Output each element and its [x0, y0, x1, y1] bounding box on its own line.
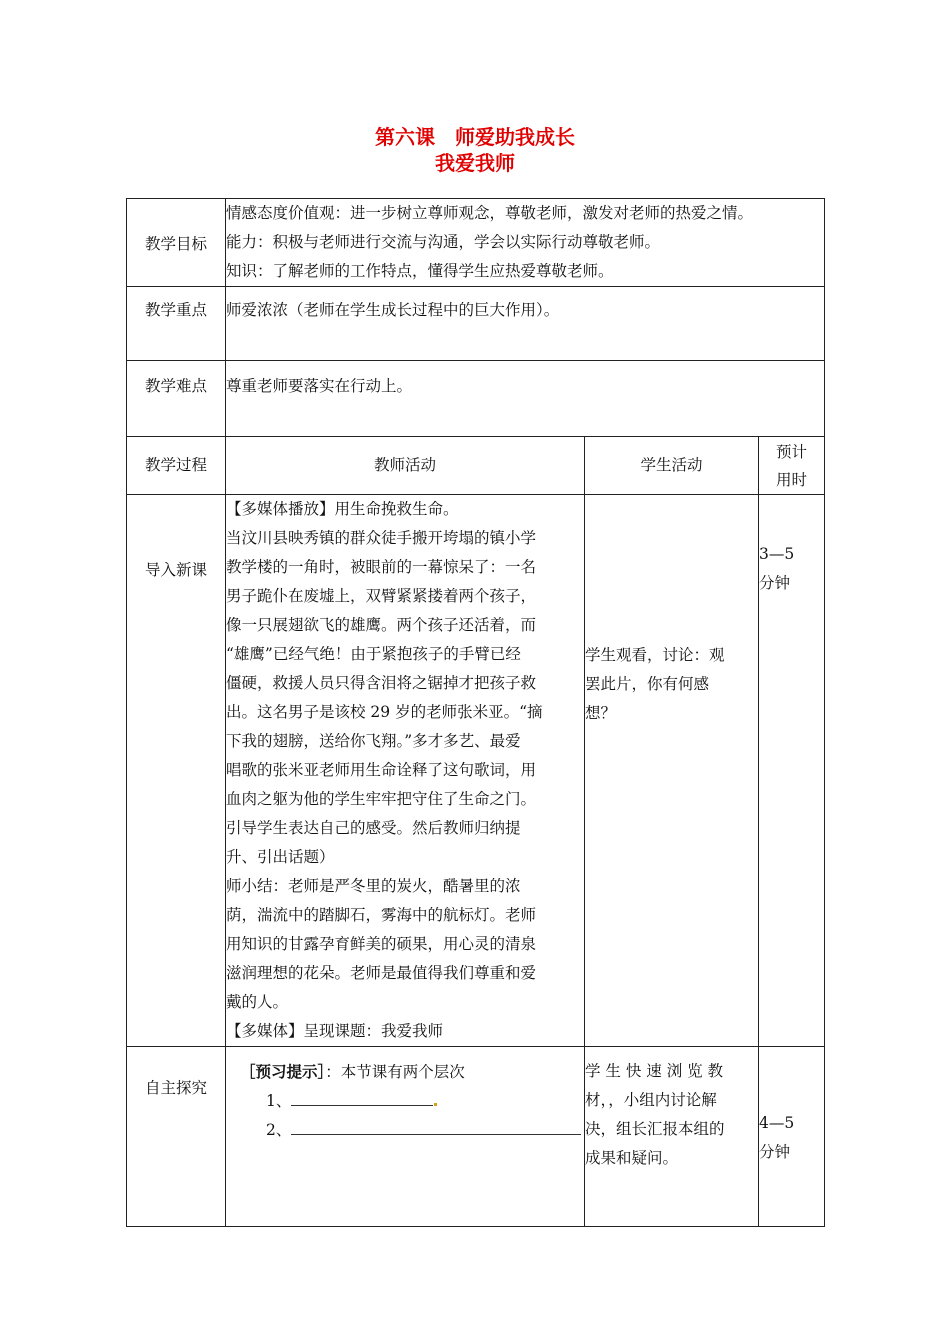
intro-teacher-activity: [226, 495, 585, 1047]
intro-line: 男子跪仆在废墟上，双臂紧紧搂着两个孩子，: [226, 587, 537, 605]
intro-line: 僵硬，救援人员只得含泪将之锯掉才把孩子救: [226, 674, 537, 692]
preview-item-2: 2、: [240, 1116, 584, 1145]
intro-line: 【多媒体】呈现课题：我爱我师: [226, 1022, 444, 1040]
goals-content: [226, 199, 825, 287]
intro-line: “雄鹰”已经气绝！由于紧抱孩子的手臂已经: [226, 645, 521, 663]
explore-row: [127, 1047, 825, 1227]
goal-ability: 能力：积极与老师进行交流与沟通，学会以实际行动尊敬老师。: [226, 233, 661, 251]
student-activity-header: 学生活动: [585, 437, 759, 495]
lesson-subtitle: 我爱我师: [435, 151, 515, 175]
intro-line: 用知识的甘露孕育鲜美的硕果，用心灵的清泉: [226, 935, 537, 953]
intro-line: 戴的人。: [226, 993, 289, 1011]
intro-line: 像一只展翅欲飞的雄鹰。两个孩子还活着，而: [226, 616, 537, 634]
preview-tip: ［预习提示］：本节课有两个层次: [240, 1062, 465, 1081]
explore-student-activity: 学 生 快 速 浏 览 教 材，，小组内讨论解 决，组长汇报本组的 成果和疑问。: [585, 1047, 759, 1227]
process-header-row: [127, 437, 825, 495]
explore-teacher-activity: [226, 1047, 585, 1227]
answer-blank-2[interactable]: [291, 1118, 581, 1135]
intro-line: 教学楼的一角时，被眼前的一幕惊呆了：一名: [226, 558, 537, 576]
intro-line: 滋润理想的花朵。老师是最值得我们尊重和爱: [226, 964, 537, 982]
answer-blank-1[interactable]: [291, 1089, 433, 1106]
intro-line: 当汶川县映秀镇的群众徒手搬开垮塌的镇小学: [226, 529, 537, 547]
time-header: 预计 用时: [759, 437, 825, 495]
lesson-plan-table: [126, 198, 825, 1227]
intro-line: 唱歌的张米亚老师用生命诠释了这句歌词，用: [226, 761, 537, 779]
explore-label: 自主探究: [127, 1047, 226, 1227]
intro-time: 3—5 分钟: [759, 495, 825, 1047]
lesson-title: [0, 124, 950, 150]
lesson-number: 第六课: [375, 125, 435, 149]
difficulty-row: [127, 361, 825, 437]
keypoint-label: 教学重点: [127, 287, 226, 361]
intro-line: 引导学生表达自己的感受。然后教师归纳提: [226, 819, 521, 837]
lesson-topic: 师爱助我成长: [455, 125, 575, 149]
process-label: 教学过程: [127, 437, 226, 495]
intro-line: 师小结：老师是严冬里的炭火，酷暑里的浓: [226, 877, 521, 895]
difficulty-content: 尊重老师要落实在行动上。: [226, 361, 825, 437]
teacher-activity-header: 教师活动: [226, 437, 585, 495]
keypoint-content: 师爱浓浓（老师在学生成长过程中的巨大作用）。: [226, 287, 825, 361]
intro-row: [127, 495, 825, 1047]
intro-line: 下我的翅膀，送给你飞翔。”多才多艺、最爱: [226, 732, 521, 750]
intro-line: 【多媒体播放】用生命挽救生命。: [226, 500, 459, 518]
intro-line: 出。这名男子是该校 29 岁的老师张米亚。“摘: [226, 703, 543, 721]
explore-time: 4—5 分钟: [759, 1047, 825, 1227]
preview-item-1: 1、: [240, 1087, 584, 1116]
intro-label: 导入新课: [127, 495, 226, 1047]
intro-line: 血肉之躯为他的学生牢牢把守住了生命之门。: [226, 790, 537, 808]
keypoint-row: [127, 287, 825, 361]
intro-line: 升、引出话题）: [226, 848, 335, 866]
goal-emotion: 情感态度价值观：进一步树立尊师观念，尊敬老师，激发对老师的热爱之情。: [226, 204, 754, 222]
intro-line: 荫，湍流中的踏脚石，雾海中的航标灯。老师: [226, 906, 537, 924]
goals-row: [127, 199, 825, 287]
goals-label: 教学目标: [127, 199, 226, 287]
intro-student-activity: 学生观看，讨论：观 罢此片，你有何感 想？: [585, 495, 759, 1047]
difficulty-label: 教学难点: [127, 361, 226, 437]
goal-knowledge: 知识：了解老师的工作特点，懂得学生应热爱尊敬老师。: [226, 262, 614, 280]
